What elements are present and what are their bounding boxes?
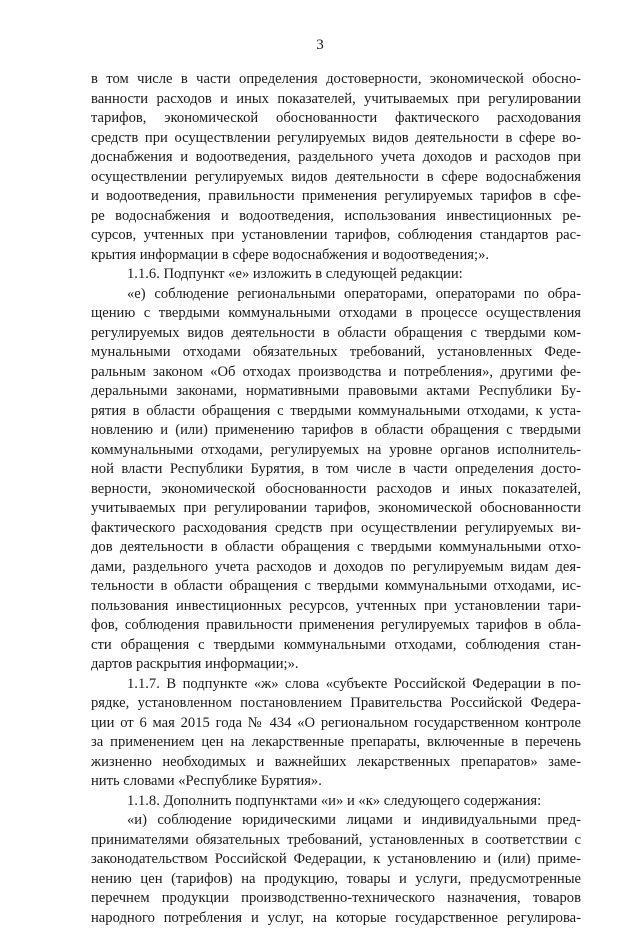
text-line: 1.1.7. В подпункте «ж» слова «субъекте Российской Федерации в по-: [91, 675, 581, 695]
text-line: ре водоснабжения и водоотведения, использования инвестиционных ре-: [91, 207, 581, 227]
text-line: и водоотведения, правильности применения регулируемых тарифов в сфе-: [91, 187, 581, 207]
text-line: 1.1.6. Подпункт «е» изложить в следующей редакции:: [91, 265, 581, 285]
text-line: средств при осуществлении регулируемых видов деятельности в сфере во-: [91, 129, 581, 149]
text-line: крытия информации в сфере водоснабжения и водоотведения;».: [91, 246, 581, 266]
text-line: фактического расходования средств при осуществлении регулируемых ви-: [91, 519, 581, 539]
document-body: [91, 70, 581, 928]
text-line: новлению и (или) применению тарифов в области обращения с твердыми: [91, 421, 581, 441]
text-line: нению цен (тарифов) на продукцию, товары и услуги, предусмотренные: [91, 870, 581, 890]
text-line: тарифов, экономической обоснованности фактического расходования: [91, 109, 581, 129]
text-line: принимателями обязательных требований, установленных в соответствии с: [91, 831, 581, 851]
text-line: регулируемых видов деятельности в области обращения с твердыми ком-: [91, 324, 581, 344]
text-line: дов деятельности в области обращения с твердыми коммунальными отхо-: [91, 538, 581, 558]
text-line: сти обращения с твердыми коммунальными отходами, соблюдения стан-: [91, 636, 581, 656]
page-number: 3: [0, 36, 640, 54]
text-line: доснабжения и водоотведения, раздельного учета доходов и расходов при: [91, 148, 581, 168]
text-line: щению с твердыми коммунальными отходами в процессе осуществления: [91, 304, 581, 324]
text-line: законодательством Российской Федерации, к установлению и (или) приме-: [91, 850, 581, 870]
text-line: нить словами «Республике Бурятия».: [91, 772, 581, 792]
text-line: народного потребления и услуг, на которые государственное регулирова-: [91, 909, 581, 928]
text-line: «и) соблюдение юридическими лицами и индивидуальными пред-: [91, 811, 581, 831]
text-line: тельности в области обращения с твердыми коммунальными отходами, ис-: [91, 577, 581, 597]
text-line: дартов раскрытия информации;».: [91, 655, 581, 675]
text-line: коммунальными отходами, регулируемых на уровне органов исполнитель-: [91, 441, 581, 461]
text-line: ральным законом «Об отходах производства и потребления», другими фе-: [91, 363, 581, 383]
text-line: перечнем продукции производственно-технического назначения, товаров: [91, 889, 581, 909]
text-line: в том числе в части определения достоверности, экономической обосно-: [91, 70, 581, 90]
text-line: верности, экономической обоснованности расходов и иных показателей,: [91, 480, 581, 500]
text-line: «е) соблюдение региональными операторами, операторами по обра-: [91, 285, 581, 305]
text-line: мунальными отходами обязательных требований, установленных Феде-: [91, 343, 581, 363]
text-line: фов, соблюдения правильности применения регулируемых тарифов в обла-: [91, 616, 581, 636]
text-line: 1.1.8. Дополнить подпунктами «и» и «к» следующего содержания:: [91, 792, 581, 812]
text-line: деральными законами, нормативными правовыми актами Республики Бу-: [91, 382, 581, 402]
text-line: жизненно необходимых и важнейших лекарственных препаратов» замe-: [91, 753, 581, 773]
text-line: осуществлении регулируемых видов деятельности в сфере водоснабжения: [91, 168, 581, 188]
text-line: рятия в области обращения с твердыми коммунальными отходами, к уста-: [91, 402, 581, 422]
text-line: сурсов, учтенных при установлении тарифов, соблюдения стандартов рас-: [91, 226, 581, 246]
text-line: учитываемых при регулировании тарифов, экономической обоснованности: [91, 499, 581, 519]
text-line: ции от 6 мая 2015 года № 434 «О региональном государственном контроле: [91, 714, 581, 734]
text-line: за применением цен на лекарственные препараты, включенные в перечень: [91, 733, 581, 753]
text-line: дами, раздельного учета расходов и доходов по регулируемым видам дея-: [91, 558, 581, 578]
text-line: ванности расходов и иных показателей, учитываемых при регулировании: [91, 90, 581, 110]
text-line: рядке, установленном постановлением Правительства Российской Федера-: [91, 694, 581, 714]
text-line: ной власти Республики Бурятия, в том числе в части определения досто-: [91, 460, 581, 480]
text-line: пользования инвестиционных ресурсов, учтенных при установлении тари-: [91, 597, 581, 617]
